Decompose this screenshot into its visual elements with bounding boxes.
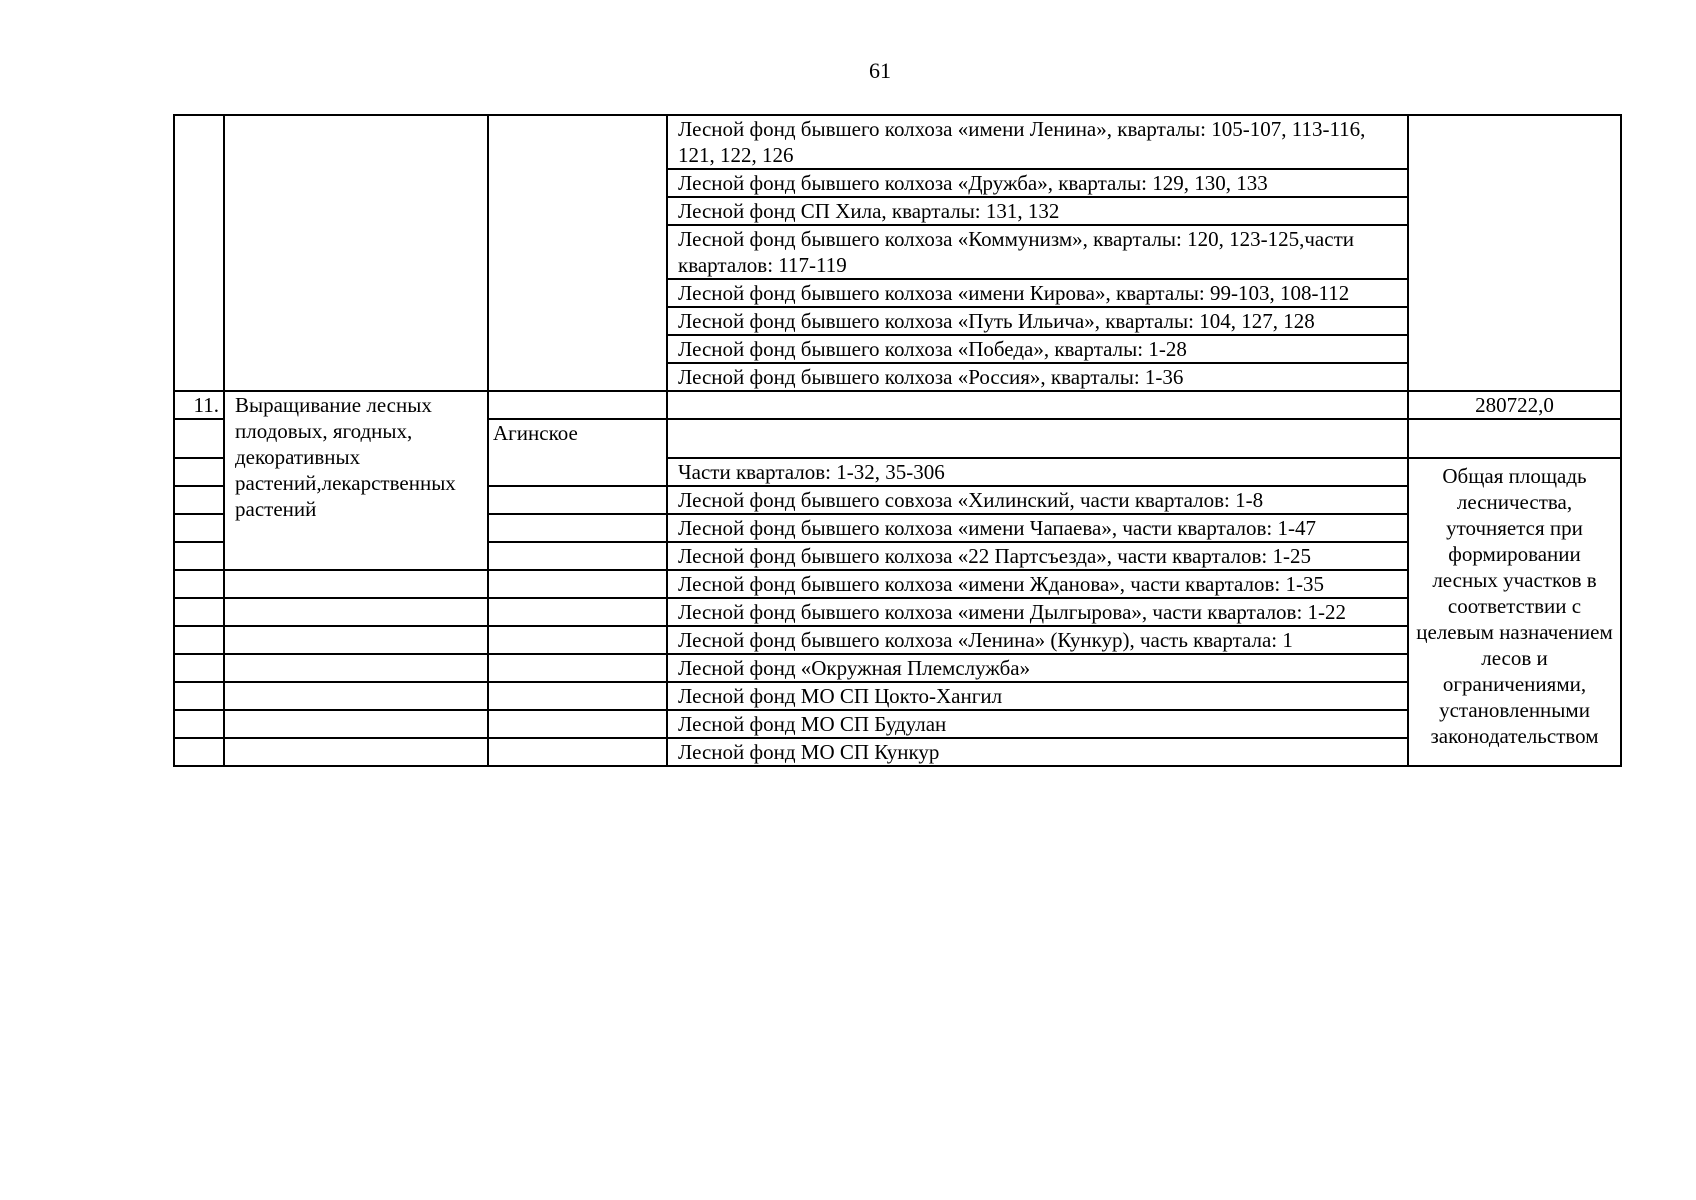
forestry-cell bbox=[488, 710, 667, 738]
forest-fund-cell: Лесной фонд бывшего колхоза «имени Чапаева», части кварталов: 1-47 bbox=[667, 514, 1408, 542]
forest-fund-cell: Лесной фонд бывшего колхоза «имени Ленина», кварталы: 105-107, 113-116, 121, 122, 126 bbox=[667, 115, 1408, 169]
forest-fund-cell: Лесной фонд бывшего колхоза «Победа», кварталы: 1-28 bbox=[667, 335, 1408, 363]
table-row bbox=[174, 654, 1621, 682]
forest-use-table bbox=[173, 114, 1622, 767]
number-cell bbox=[174, 419, 224, 458]
forest-fund-cell bbox=[667, 419, 1408, 458]
forestry-cell bbox=[488, 626, 667, 654]
area-cell bbox=[1408, 419, 1621, 458]
number-cell bbox=[174, 486, 224, 514]
number-cell bbox=[174, 115, 224, 391]
activity-cell bbox=[224, 654, 488, 682]
forest-fund-cell bbox=[667, 391, 1408, 419]
forest-fund-cell: Лесной фонд бывшего колхоза «имени Дылгырова», части кварталов: 1-22 bbox=[667, 598, 1408, 626]
number-cell bbox=[174, 654, 224, 682]
table-row bbox=[174, 391, 1621, 419]
forest-fund-cell: Лесной фонд бывшего колхоза «22 Партсъезда», части кварталов: 1-25 bbox=[667, 542, 1408, 570]
section-number: 11. bbox=[174, 391, 224, 419]
forest-fund-cell: Лесной фонд бывшего колхоза «имени Кирова», кварталы: 99-103, 108-112 bbox=[667, 279, 1408, 307]
table-row bbox=[174, 682, 1621, 710]
forest-fund-cell: Лесной фонд СП Хила, кварталы: 131, 132 bbox=[667, 197, 1408, 225]
forest-fund-cell: Лесной фонд «Окружная Племслужба» bbox=[667, 654, 1408, 682]
forestry-cell bbox=[488, 598, 667, 626]
forest-fund-cell: Лесной фонд бывшего колхоза «Ленина» (Кункур), часть квартала: 1 bbox=[667, 626, 1408, 654]
forest-fund-cell: Лесной фонд МО СП Будулан bbox=[667, 710, 1408, 738]
table-row bbox=[174, 626, 1621, 654]
forest-fund-cell: Лесной фонд бывшего колхоза «Дружба», кварталы: 129, 130, 133 bbox=[667, 169, 1408, 197]
table-row bbox=[174, 115, 1621, 169]
forestry-cell bbox=[488, 682, 667, 710]
area-note: Общая площадь лесничества, уточняется при формировании лесных участков в соответствии с целевым назначением лесов и ограничениями, установленными законодательством bbox=[1408, 458, 1621, 766]
forest-fund-cell: Лесной фонд бывшего совхоза «Хилинский, части кварталов: 1-8 bbox=[667, 486, 1408, 514]
forest-fund-cell: Лесной фонд МО СП Цокто-Хангил bbox=[667, 682, 1408, 710]
forestry-cell bbox=[488, 654, 667, 682]
forestry-name: Агинское bbox=[488, 419, 667, 486]
forestry-cell bbox=[488, 542, 667, 570]
activity-cell: Выращивание лесных плодовых, ягодных, декоративных растений,лекарственных растений bbox=[224, 391, 488, 570]
number-cell bbox=[174, 458, 224, 486]
number-cell bbox=[174, 570, 224, 598]
number-cell bbox=[174, 626, 224, 654]
forest-fund-cell: Лесной фонд бывшего колхоза «Коммунизм», кварталы: 120, 123-125,части кварталов: 117-119 bbox=[667, 225, 1408, 279]
forestry-cell bbox=[488, 486, 667, 514]
number-cell bbox=[174, 598, 224, 626]
activity-cell bbox=[224, 626, 488, 654]
number-cell bbox=[174, 682, 224, 710]
forestry-cell bbox=[488, 514, 667, 542]
forest-fund-cell: Лесной фонд бывшего колхоза «Россия», кварталы: 1-36 bbox=[667, 363, 1408, 391]
forestry-cell bbox=[488, 570, 667, 598]
table-row bbox=[174, 598, 1621, 626]
forest-fund-cell: Лесной фонд МО СП Кункур bbox=[667, 738, 1408, 766]
activity-cell bbox=[224, 115, 488, 391]
forest-fund-cell: Части кварталов: 1-32, 35-306 bbox=[667, 458, 1408, 486]
activity-cell bbox=[224, 598, 488, 626]
number-cell bbox=[174, 710, 224, 738]
number-cell bbox=[174, 542, 224, 570]
forest-fund-cell: Лесной фонд бывшего колхоза «Путь Ильича», кварталы: 104, 127, 128 bbox=[667, 307, 1408, 335]
forestry-cell bbox=[488, 391, 667, 419]
forestry-cell bbox=[488, 115, 667, 391]
area-cell bbox=[1408, 115, 1621, 391]
area-total: 280722,0 bbox=[1408, 391, 1621, 419]
page-number: 61 bbox=[869, 58, 891, 83]
number-cell bbox=[174, 514, 224, 542]
activity-cell bbox=[224, 682, 488, 710]
forestry-cell bbox=[488, 738, 667, 766]
table-row bbox=[174, 570, 1621, 598]
table-row bbox=[174, 710, 1621, 738]
number-cell bbox=[174, 738, 224, 766]
activity-cell bbox=[224, 738, 488, 766]
activity-cell bbox=[224, 710, 488, 738]
forest-fund-cell: Лесной фонд бывшего колхоза «имени Жданова», части кварталов: 1-35 bbox=[667, 570, 1408, 598]
activity-cell bbox=[224, 570, 488, 598]
table-row bbox=[174, 738, 1621, 766]
